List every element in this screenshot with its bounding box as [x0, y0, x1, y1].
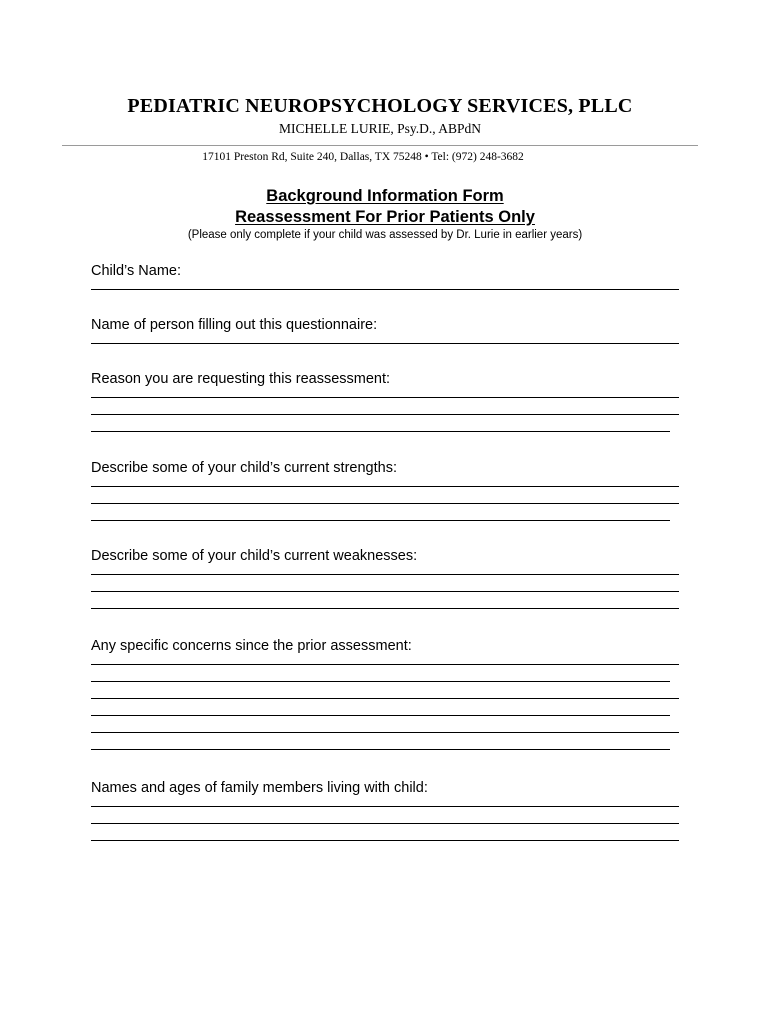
header-divider: [62, 145, 698, 146]
question-weaknesses: [91, 547, 679, 609]
question-label: Child’s Name:: [91, 263, 181, 279]
question-person-filling-out: [91, 316, 679, 344]
answer-line[interactable]: [91, 289, 679, 290]
question-label: Any specific concerns since the prior assessment:: [91, 638, 412, 654]
answer-line[interactable]: [91, 608, 679, 609]
doctor-name: MICHELLE LURIE, Psy.D., ABPdN: [278, 121, 481, 136]
answer-line[interactable]: [91, 681, 670, 682]
answer-line[interactable]: [91, 503, 679, 504]
question-label: Name of person filling out this questionnaire:: [91, 317, 378, 333]
answer-line[interactable]: [91, 591, 679, 592]
question-label: Reason you are requesting this reassessment:: [91, 371, 391, 387]
form-subtitle: Reassessment For Prior Patients Only: [235, 208, 535, 226]
form-title: Background Information Form: [266, 187, 504, 205]
organization-name: PEDIATRIC NEUROPSYCHOLOGY SERVICES, PLLC: [127, 95, 633, 117]
answer-line[interactable]: [91, 664, 679, 665]
question-family-members: [91, 779, 679, 841]
answer-line[interactable]: [91, 732, 679, 733]
answer-line[interactable]: [91, 574, 679, 575]
address-line: 17101 Preston Rd, Suite 240, Dallas, TX 75248 • Tel: (972) 248-3682: [202, 151, 524, 163]
answer-line[interactable]: [91, 749, 670, 750]
question-strengths: [91, 459, 679, 521]
question-label: Describe some of your child’s current strengths:: [91, 460, 397, 476]
answer-line[interactable]: [91, 715, 670, 716]
question-childs-name: [91, 262, 679, 290]
answer-line[interactable]: [91, 397, 679, 398]
form-instructions: (Please only complete if your child was assessed by Dr. Lurie in earlier years): [187, 229, 583, 241]
answer-line[interactable]: [91, 486, 679, 487]
answer-line[interactable]: [91, 698, 679, 699]
answer-line[interactable]: [91, 840, 679, 841]
answer-line[interactable]: [91, 414, 679, 415]
answer-line[interactable]: [91, 431, 670, 432]
question-reassessment-reason: [91, 370, 679, 432]
question-label: Describe some of your child’s current weaknesses:: [91, 548, 418, 564]
question-label: Names and ages of family members living with child:: [91, 780, 428, 796]
answer-line[interactable]: [91, 806, 679, 807]
answer-line[interactable]: [91, 520, 670, 521]
answer-line[interactable]: [91, 343, 679, 344]
answer-line[interactable]: [91, 823, 679, 824]
question-specific-concerns: [91, 637, 679, 750]
